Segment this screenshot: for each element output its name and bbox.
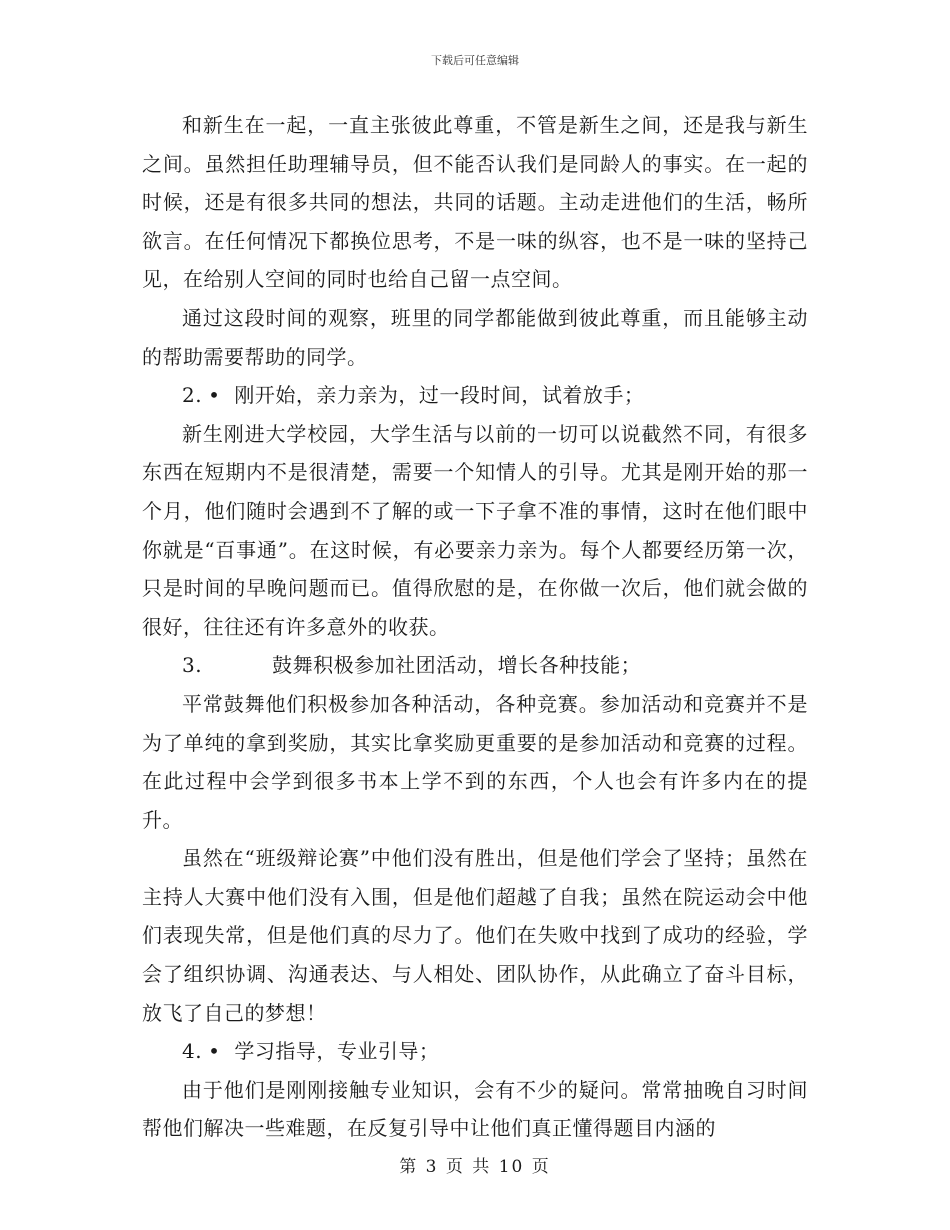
document-body bbox=[142, 106, 808, 1148]
page-footer: 第 3 页 共 10 页 bbox=[399, 1157, 551, 1177]
section-heading-3 bbox=[142, 646, 808, 685]
paragraph-hands-on: 新生刚进大学校园，大学生活与以前的一切可以说截然不同，有很多东西在短期内不是很清楚，需要一个知情人的引导。尤其是刚开始的那一个月，他们随时会遇到不了解的或一下子拿不准的事情，这时在他们眼中你就是“百事通”。在这时候，有必要亲力亲为。每个人都要经历第一次，只是时间的早晚问题而已。值得欣慰的是，在你做一次后，他们就会做的很好，往往还有许多意外的收获。 bbox=[142, 421, 808, 639]
paragraph-competitions: 虽然在“班级辩论赛”中他们没有胜出，但是他们学会了坚持；虽然在主持人大赛中他们没有入围，但是他们超越了自我；虽然在院运动会中他们表现失常，但是他们真的尽力了。他们在失败中找到了成功的经验，学会了组织协调、沟通表达、与人相处、团队协作，从此确立了奋斗目标，放飞了自己的梦想！ bbox=[142, 846, 808, 1025]
page-header: 下载后可任意编辑 bbox=[431, 54, 519, 67]
section-heading-2 bbox=[142, 376, 808, 415]
paragraph-mutual-respect: 和新生在一起，一直主张彼此尊重，不管是新生之间，还是我与新生之间。虽然担任助理辅导员，但不能否认我们是同龄人的事实。在一起的时候，还是有很多共同的想法，共同的话题。主动走进他们的生活，畅所欲言。在任何情况下都换位思考，不是一味的纵容，也不是一味的坚持己见，在给别人空间的同时也给自己留一点空间。 bbox=[142, 113, 808, 292]
bullet-icon: • bbox=[208, 383, 221, 408]
section-number: 2. bbox=[182, 383, 203, 408]
paragraph-activities: 平常鼓舞他们积极参加各种活动，各种竞赛。参加活动和竞赛并不是为了单纯的拿到奖励，其实比拿奖励更重要的是参加活动和竞赛的过程。在此过程中会学到很多书本上学不到的东西，个人也会有许多内在的提升。 bbox=[142, 691, 808, 832]
section-heading-4 bbox=[142, 1032, 808, 1071]
section-title: 学习指导，专业引导； bbox=[234, 1039, 440, 1064]
section-number: 4. bbox=[182, 1039, 203, 1064]
bullet-icon: • bbox=[208, 1039, 221, 1064]
section-number: 3. bbox=[182, 653, 203, 678]
section-title: 刚开始，亲力亲为，过一段时间，试着放手； bbox=[234, 383, 645, 408]
paragraph-study-guidance: 由于他们是刚刚接触专业知识，会有不少的疑问。常常抽晚自习时间帮他们解决一些难题，在反复引导中让他们真正懂得题目内涵的 bbox=[142, 1077, 808, 1141]
paragraph-observation: 通过这段时间的观察，班里的同学都能做到彼此尊重，而且能够主动的帮助需要帮助的同学。 bbox=[142, 305, 808, 369]
section-title: 鼓舞积极参加社团活动，增长各种技能； bbox=[272, 653, 642, 678]
